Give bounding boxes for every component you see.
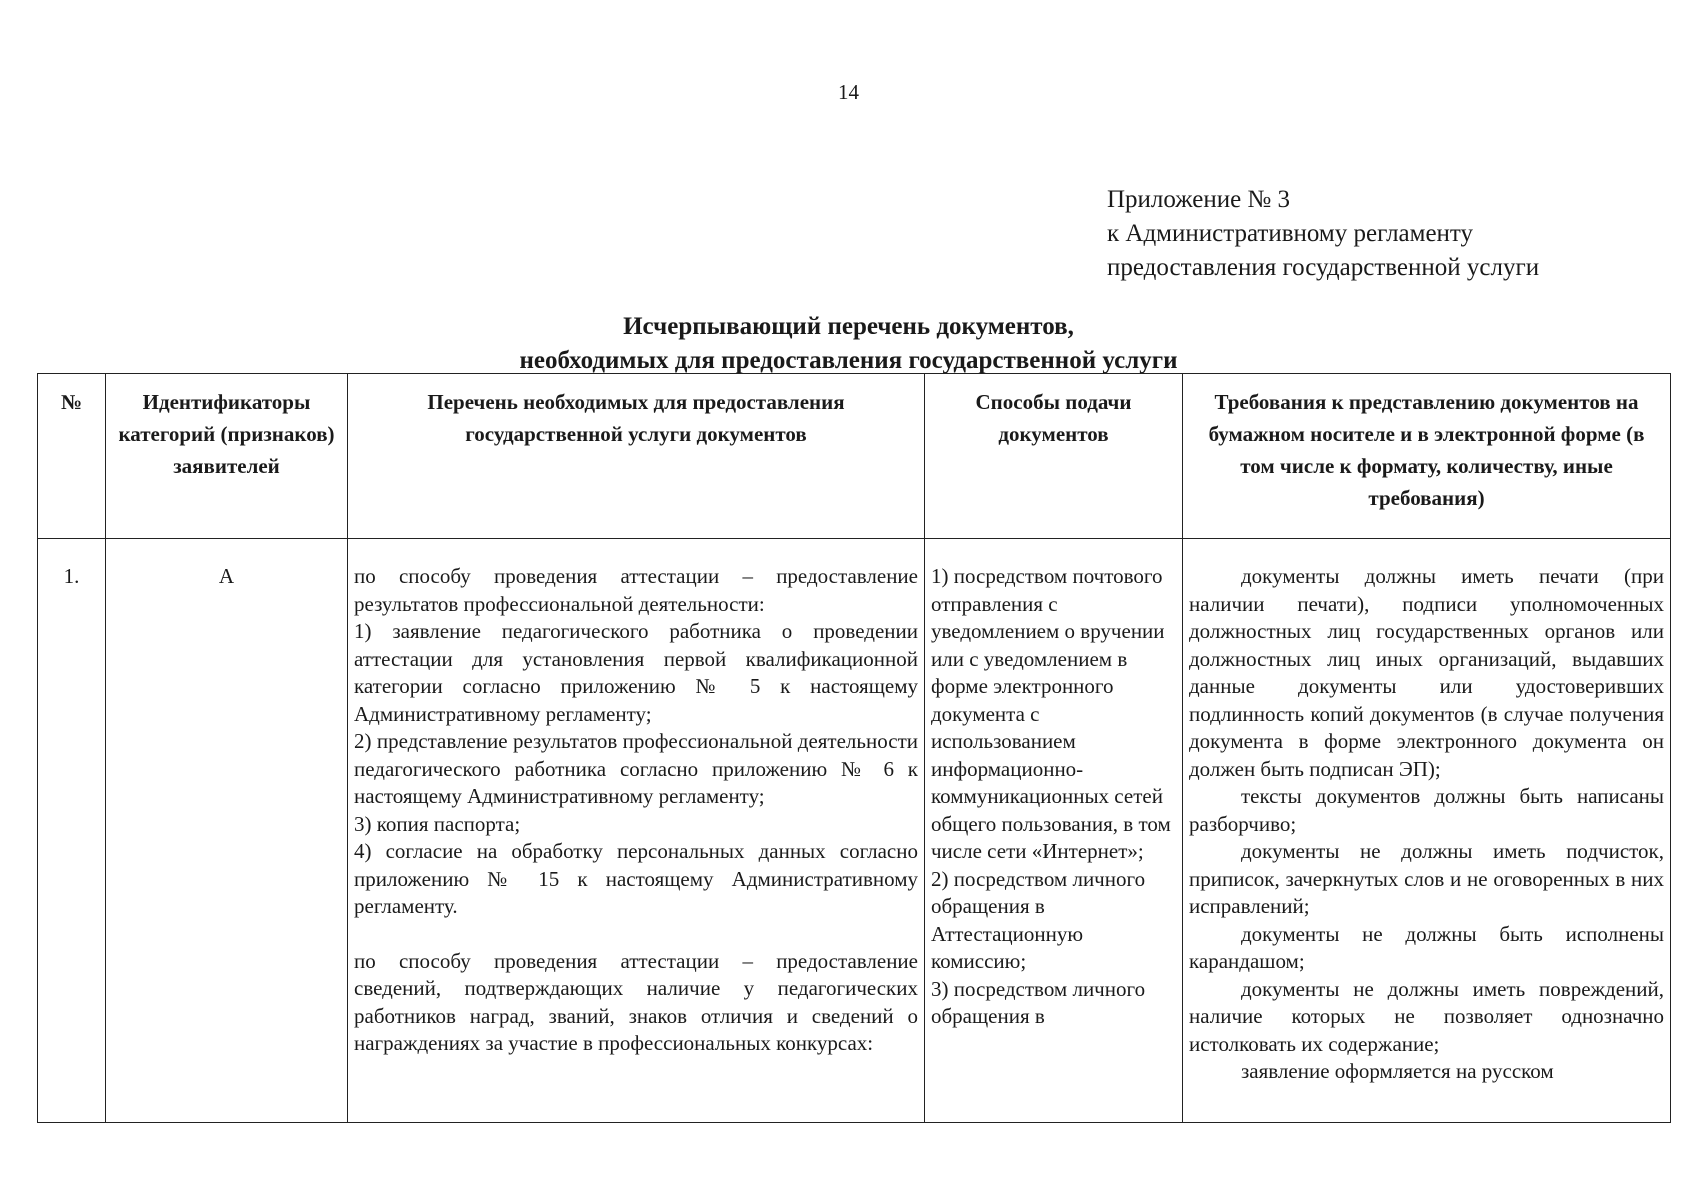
method-1: 1) посредством почтового отправления с уведомлением о вручении или с уведомлением в форме электронного документа с использованием информационно-коммуникационных сетей общего пользования, в том числе сети «Интернет»;: [931, 564, 1171, 863]
documents-item-1: 1) заявление педагогического работника о проведении аттестации для установления первой квалификационной категории согласно приложению № 5 к настоящему Административному регламенту;: [354, 619, 918, 726]
row-category: А: [106, 539, 348, 1123]
table-row: [38, 539, 1671, 1123]
requirement-1: документы должны иметь печати (при наличии печати), подписи уполномоченных должностных лиц государственных органов или должностных лиц иных организаций, выдавших данные документы или удостоверивших подлинность копий документов (в случае получения документа в форме электронного документа он должен быть подписан ЭП);: [1189, 564, 1664, 781]
document-title: [0, 310, 1697, 378]
title-line-2: необходимых для предоставления государственной услуги: [519, 347, 1178, 374]
documents-table: [37, 373, 1671, 1123]
appendix-line-1: Приложение № 3: [1107, 186, 1291, 213]
header-methods: Способы подачи документов: [925, 374, 1183, 539]
requirement-2: тексты документов должны быть написаны разборчиво;: [1189, 784, 1664, 836]
documents-block1-intro: по способу проведения аттестации – предоставление результатов профессиональной деятельности:: [354, 564, 918, 616]
method-2: 2) посредством личного обращения в Аттестационную комиссию;: [931, 866, 1146, 973]
requirements-cell: [1183, 539, 1671, 1123]
documents-cell: [348, 539, 925, 1123]
header-requirements: Требования к представлению документов на бумажном носителе и в электронной форме (в том числе к формату, количеству, иные требования): [1183, 374, 1671, 539]
documents-item-4: 4) согласие на обработку персональных данных согласно приложению № 15 к настоящему Административному регламенту.: [354, 839, 918, 918]
appendix-note: [1107, 183, 1539, 285]
requirement-5: документы не должны иметь повреждений, наличие которых не позволяет однозначно истолковать их содержание;: [1189, 976, 1664, 1056]
page-number: 14: [838, 80, 859, 104]
header-categories: Идентификаторы категорий (признаков) заявителей: [106, 374, 348, 539]
methods-cell: [925, 539, 1183, 1123]
documents-item-3: 3) копия паспорта;: [354, 811, 521, 836]
table-header-row: [38, 374, 1671, 539]
requirement-4: документы не должны быть исполнены карандашом;: [1189, 921, 1664, 973]
method-3: 3) посредством личного обращения в: [931, 976, 1146, 1028]
requirement-3: документы не должны иметь подчисток, приписок, зачеркнутых слов и не оговоренных в них исправлений;: [1189, 839, 1664, 918]
documents-item-2: 2) представление результатов профессиональной деятельности педагогического работника согласно приложению № 6 к настоящему Административному регламенту;: [354, 729, 918, 808]
requirement-6: заявление оформляется на русском: [1241, 1059, 1554, 1083]
appendix-line-2: к Административному регламенту: [1107, 220, 1474, 247]
row-number: 1.: [38, 539, 106, 1123]
appendix-line-3: предоставления государственной услуги: [1107, 254, 1540, 281]
documents-block2-intro: по способу проведения аттестации – предоставление сведений, подтверждающих наличие у педагогических работников наград, званий, знаков отличия и сведений о награждениях за участие в профессиональных конкурсах:: [354, 948, 918, 1055]
title-line-1: Исчерпывающий перечень документов,: [623, 313, 1074, 340]
header-number: №: [38, 374, 106, 539]
header-documents: Перечень необходимых для предоставления государственной услуги документов: [348, 374, 925, 539]
